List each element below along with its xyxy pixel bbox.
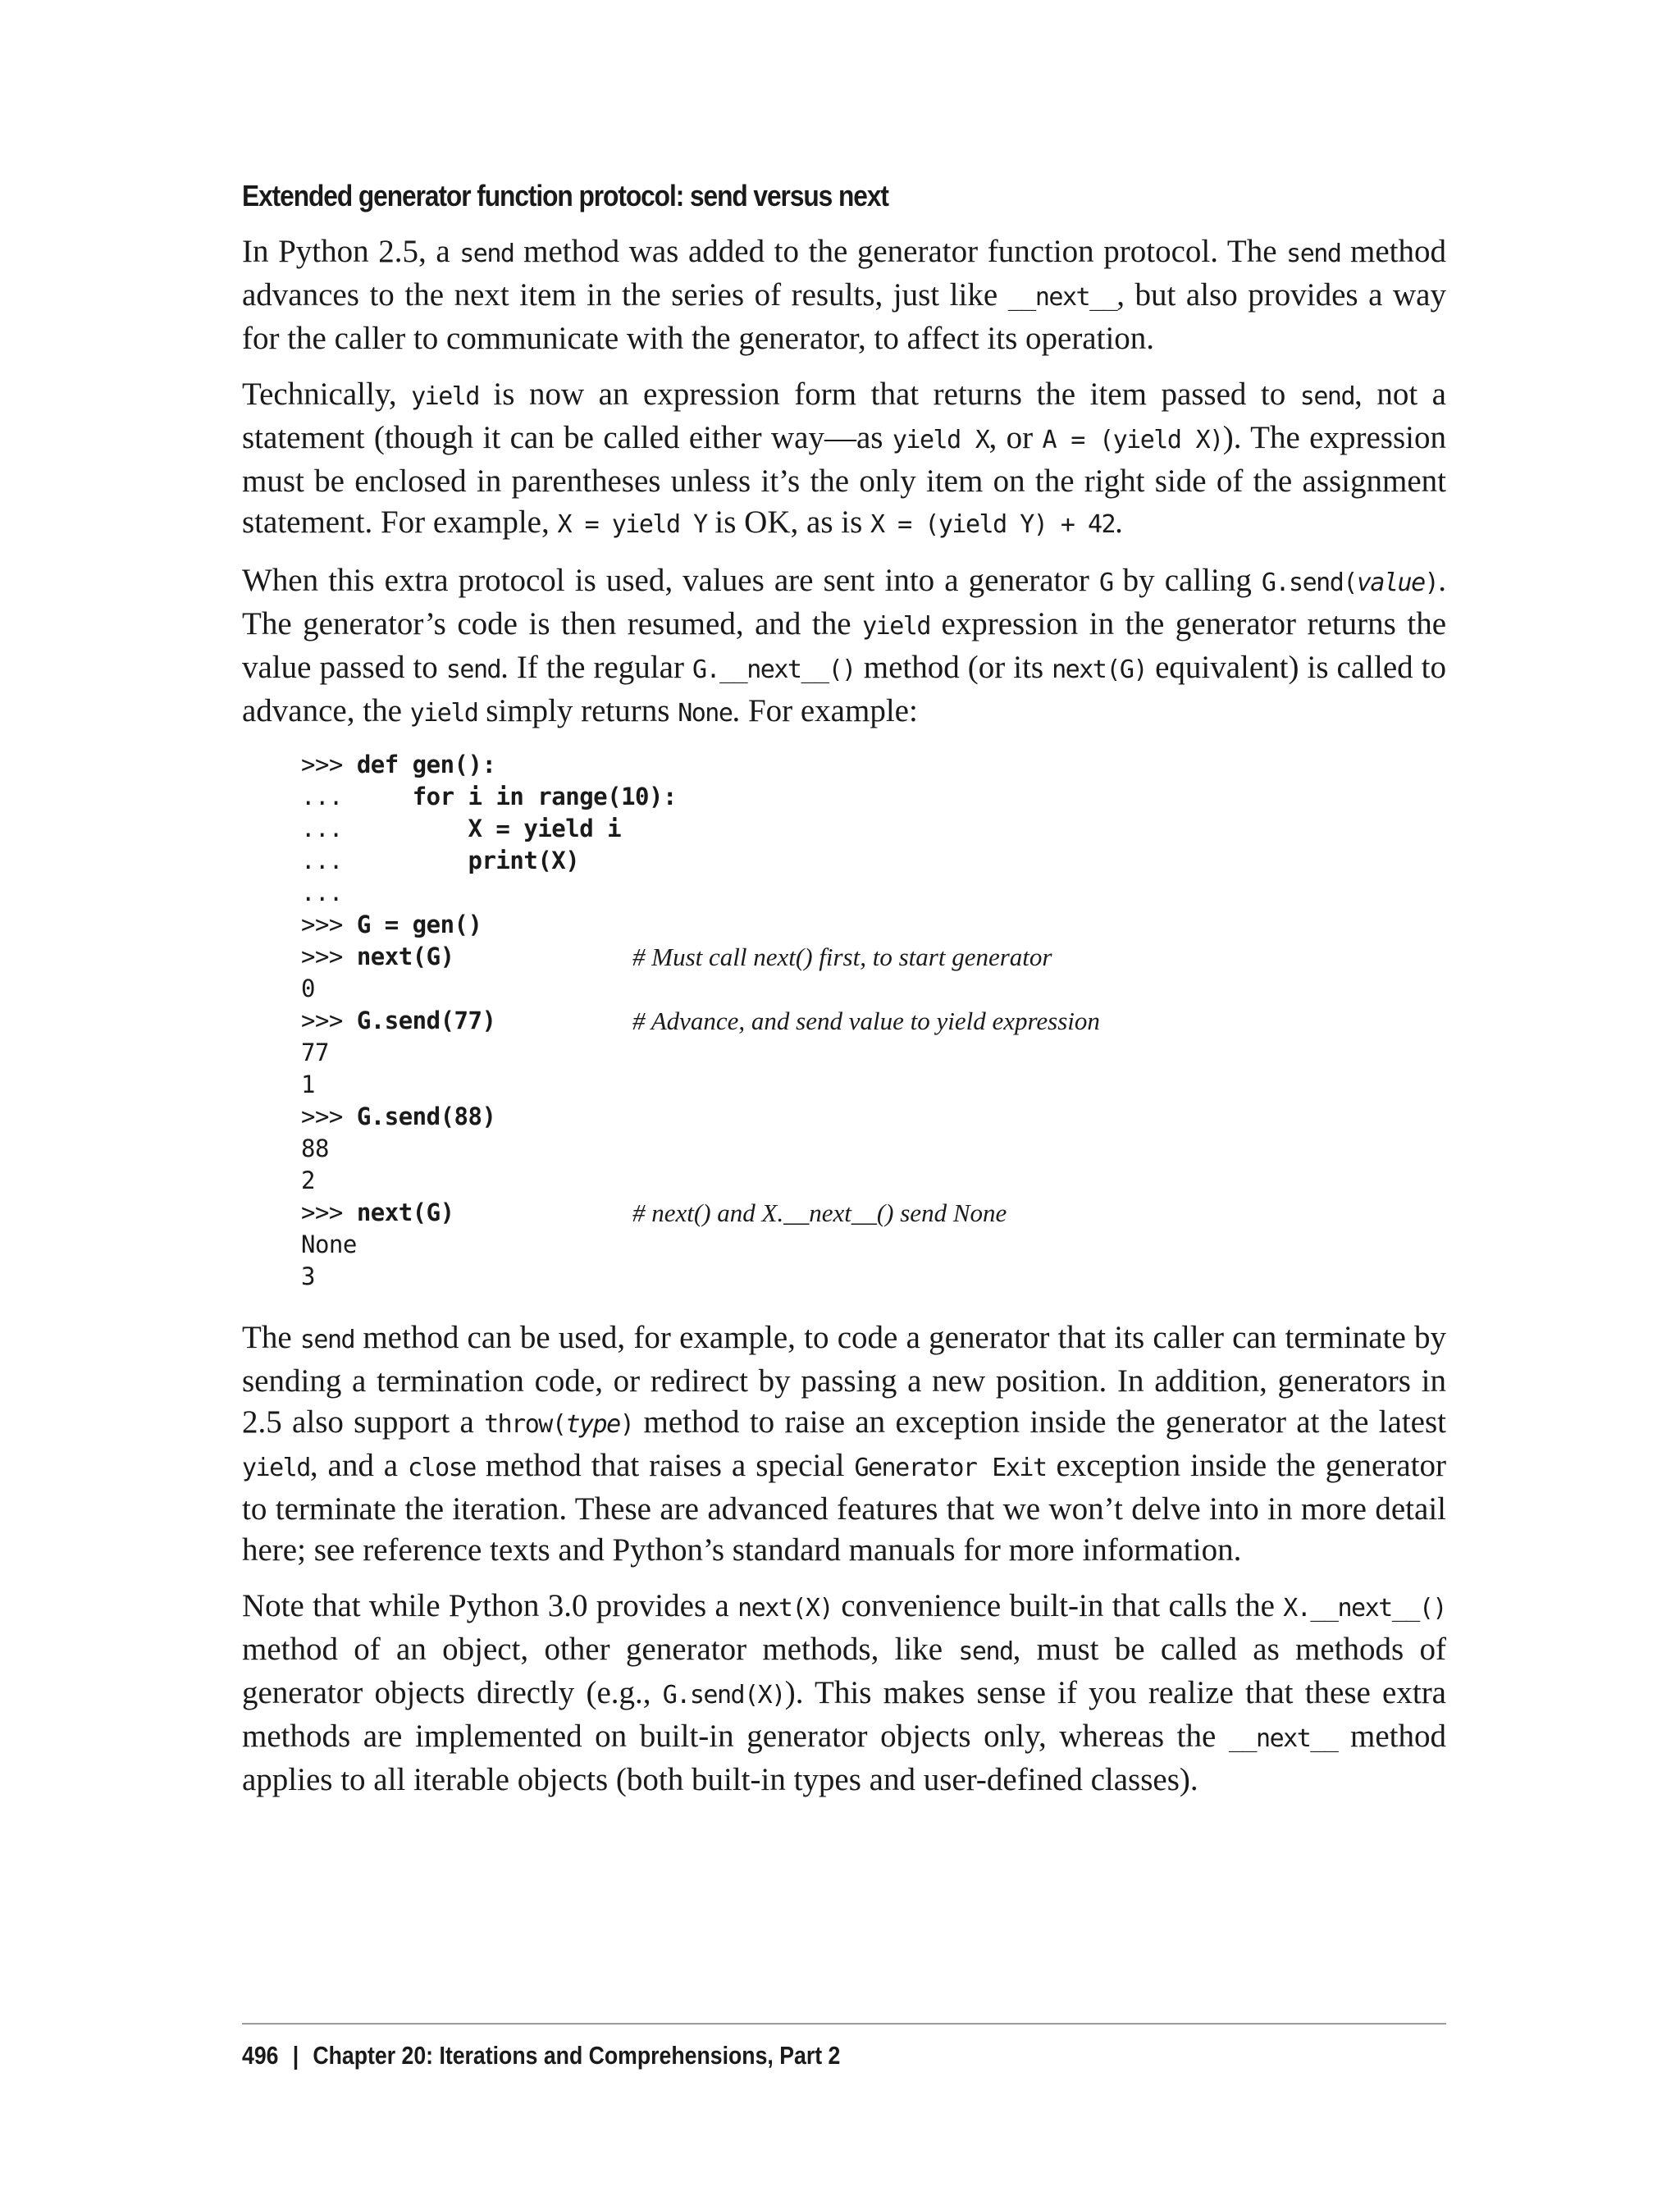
code-prompt: ... xyxy=(301,783,413,810)
code-line xyxy=(301,1101,1446,1133)
footer-text xyxy=(242,2041,840,2070)
page-footer xyxy=(242,2023,1446,2070)
inline-code xyxy=(484,1410,633,1439)
inline-code: next(X) xyxy=(737,1594,833,1623)
inline-code: send xyxy=(459,240,514,268)
code-line xyxy=(301,813,1446,845)
code-comment: # next() and X.__next__() send None xyxy=(632,1198,1007,1227)
inline-code: send xyxy=(1299,382,1355,411)
inline-code: Generator Exit xyxy=(854,1454,1047,1482)
page-content xyxy=(242,179,1446,1815)
code-line xyxy=(301,909,1446,941)
text-run: , not a statement (though it can be called either way—as xyxy=(242,377,1446,455)
inline-code: send xyxy=(1286,240,1341,268)
code-input: print(X) xyxy=(468,847,580,874)
code-input: G = gen() xyxy=(356,911,482,938)
code-line xyxy=(301,1197,1446,1229)
paragraph-4 xyxy=(242,1317,1446,1571)
text-run: equivalent) is called to advance, the xyxy=(242,650,1446,728)
paragraph-5 xyxy=(242,1586,1446,1801)
code-prompt: >>> xyxy=(301,1007,357,1034)
code-prompt: >>> xyxy=(301,943,357,970)
code-input: G.send(77) xyxy=(356,1007,496,1034)
inline-code: X = (yield Y) + 42 xyxy=(870,510,1116,539)
text-run: ). This makes sense if you realize that these extra methods are implemented on built-in generator objects only, whereas the xyxy=(242,1675,1446,1754)
section-heading: Extended generator function protocol: send versus next xyxy=(242,179,888,212)
code-prompt: ... xyxy=(301,879,343,906)
text-run: expression in the generator returns the value passed to xyxy=(242,606,1447,685)
inline-code: send xyxy=(958,1637,1013,1666)
code-line xyxy=(301,1069,1446,1101)
text-run: . If the regular xyxy=(500,650,692,685)
code-line xyxy=(301,781,1446,813)
text-run: When this extra protocol is used, values are sent into a generator xyxy=(242,563,1099,598)
inline-code: __next__ xyxy=(1007,283,1117,312)
code-prompt: ... xyxy=(301,847,468,874)
text-run: by calling xyxy=(1112,563,1262,598)
paragraph-1 xyxy=(242,231,1446,359)
text-run: convenience built-in that calls the xyxy=(833,1588,1284,1623)
text-run: method applies to all iterable objects (both built-in types and user-defined classes). xyxy=(242,1719,1446,1797)
code-line xyxy=(301,1229,1446,1261)
inline-code: yield xyxy=(862,612,930,641)
text-run: Note that while Python 3.0 provides a xyxy=(242,1588,738,1623)
code-run: ) xyxy=(619,1410,634,1439)
text-run: , must be called as methods of generator objects directly (e.g., xyxy=(242,1632,1446,1710)
code-run: ) xyxy=(1424,568,1439,597)
inline-code: X.__next__() xyxy=(1283,1594,1446,1623)
text-run: is now an expression form that returns the item passed to xyxy=(478,377,1300,412)
code-input: next(G) xyxy=(356,1198,454,1226)
text-run: is OK, as is xyxy=(706,504,871,540)
code-run: G.send( xyxy=(1261,568,1357,597)
code-prompt: >>> xyxy=(301,1198,357,1226)
code-input: next(G) xyxy=(356,943,454,970)
text-run: method to raise an exception inside the generator at the latest xyxy=(633,1404,1446,1440)
code-line xyxy=(301,973,1446,1005)
code-italic-run: type xyxy=(565,1410,620,1439)
code-input: X = yield i xyxy=(468,815,622,842)
text-run: method of an object, other generator methods, like xyxy=(242,1632,959,1667)
text-run: , and a xyxy=(309,1448,409,1483)
text-run: , but also provides a way for the caller to communicate with the generator, to affect its operation. xyxy=(242,277,1446,356)
inline-code: __next__ xyxy=(1228,1724,1338,1753)
code-italic-run: value xyxy=(1356,568,1425,597)
code-prompt: 0 xyxy=(301,975,315,1002)
inline-code: yield xyxy=(409,699,478,728)
text-run: method advances to the next item in the series of results, just like xyxy=(242,234,1446,313)
inline-code: yield xyxy=(242,1454,310,1482)
code-prompt: >>> xyxy=(301,911,357,938)
inline-code: G.__next__() xyxy=(692,655,856,684)
inline-code: G xyxy=(1098,568,1113,597)
paragraph-2 xyxy=(242,374,1446,546)
text-run: method (or its xyxy=(855,650,1052,685)
inline-code: G.send(X) xyxy=(662,1681,785,1710)
inline-code: yield X xyxy=(892,426,989,454)
code-prompt: 1 xyxy=(301,1071,315,1098)
inline-code: yield xyxy=(411,382,479,411)
code-line xyxy=(301,749,1446,781)
inline-code: A = (yield X) xyxy=(1042,426,1223,454)
text-run: method was added to the generator function protocol. The xyxy=(514,234,1287,269)
text-run: method can be used, for example, to code a generator that its caller can terminate by sending a termination code, or redirect by passing a new position. In addition, generators in 2.5 also support a xyxy=(242,1320,1446,1440)
inline-code: None xyxy=(678,699,733,728)
code-prompt: 77 xyxy=(301,1039,329,1066)
text-run: , or xyxy=(988,420,1043,455)
code-line xyxy=(301,1261,1446,1293)
page-number: 496 xyxy=(242,2041,279,2070)
text-run: ). The expression must be enclosed in parentheses unless it’s the only item on the right side of the assignment statement. For example, xyxy=(242,420,1446,540)
code-line xyxy=(301,1005,1446,1037)
code-line xyxy=(301,845,1446,877)
inline-code: close xyxy=(408,1454,476,1482)
code-comment: # Must call next() first, to start generator xyxy=(632,943,1052,971)
code-example xyxy=(301,749,1446,1293)
inline-code xyxy=(1262,568,1438,597)
code-line xyxy=(301,877,1446,909)
text-run: exception inside the generator to terminate the iteration. These are advanced features that we won’t delve into in more detail here; see reference texts and Python’s standard manuals for more information. xyxy=(242,1448,1446,1568)
chapter-title: Chapter 20: Iterations and Comprehensions, Part 2 xyxy=(313,2041,841,2070)
code-prompt: ... xyxy=(301,815,468,842)
text-run: Technically, xyxy=(242,377,412,412)
code-comment: # Advance, and send value to yield expression xyxy=(632,1007,1100,1035)
text-run: simply returns xyxy=(477,693,678,728)
code-prompt: >>> xyxy=(301,751,357,778)
code-line xyxy=(301,1133,1446,1165)
inline-code: next(G) xyxy=(1052,655,1148,684)
inline-code: send xyxy=(299,1326,355,1354)
text-run: . For example: xyxy=(732,693,918,728)
code-prompt: >>> xyxy=(301,1102,357,1130)
code-input: G.send(88) xyxy=(356,1102,496,1130)
code-line xyxy=(301,1165,1446,1197)
text-run: In Python 2.5, a xyxy=(242,234,460,269)
text-run: The xyxy=(242,1320,300,1355)
code-input: for i in range(10): xyxy=(412,783,677,810)
code-prompt: None xyxy=(301,1230,357,1258)
text-run: . The generator’s code is then resumed, and the xyxy=(242,563,1446,641)
footer-separator: | xyxy=(292,2041,299,2070)
code-prompt: 2 xyxy=(301,1166,315,1194)
text-run: method that raises a special xyxy=(475,1448,855,1483)
code-run: throw( xyxy=(484,1410,566,1439)
paragraph-3 xyxy=(242,560,1446,734)
inline-code: X = yield Y xyxy=(557,510,707,539)
code-line xyxy=(301,941,1446,973)
inline-code: send xyxy=(445,655,501,684)
text-run: . xyxy=(1115,504,1123,540)
code-line xyxy=(301,1037,1446,1069)
code-prompt: 88 xyxy=(301,1134,329,1162)
code-input: def gen(): xyxy=(356,751,496,778)
code-prompt: 3 xyxy=(301,1262,315,1290)
